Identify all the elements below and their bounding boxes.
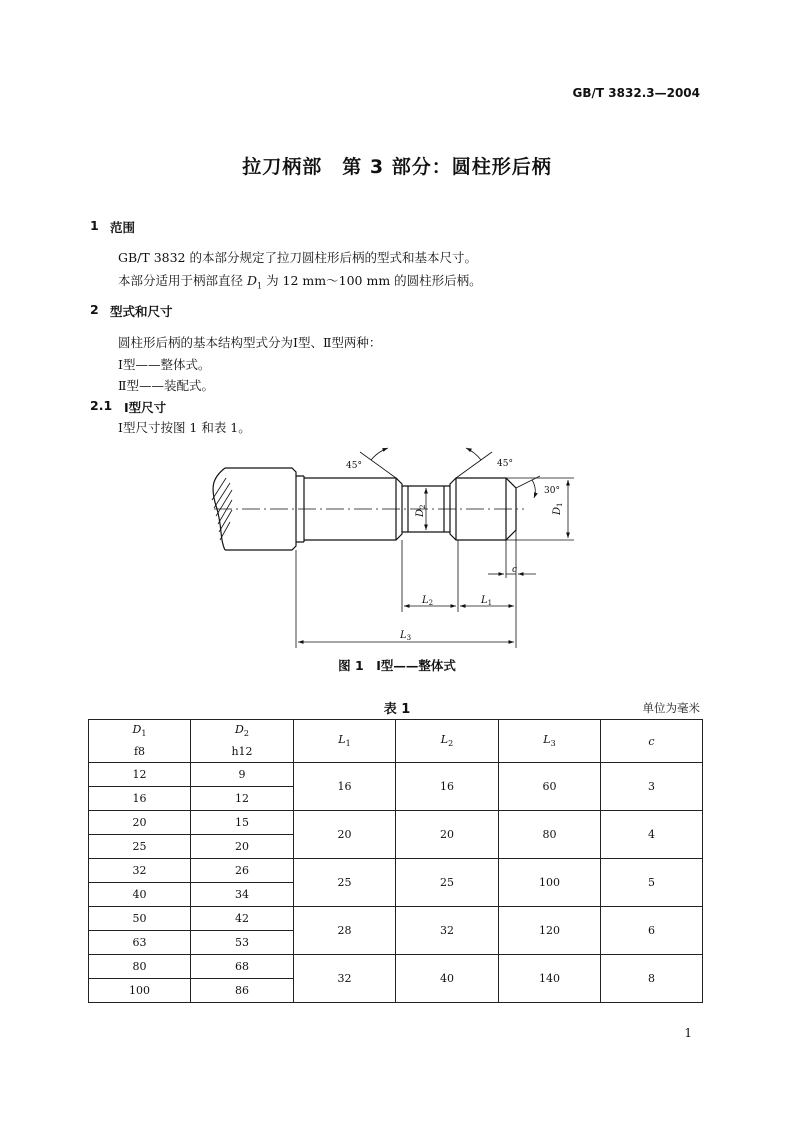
cell-l2: 20 [396,811,499,859]
cell-l2: 25 [396,859,499,907]
section-2-type-2: Ⅱ型——装配式。 [118,378,214,393]
table-1-caption: 表 1 [383,702,411,717]
cell-d2: 20 [191,835,294,859]
dim-label-l2: $L_2$ [422,595,434,607]
dim-label-d1: $D_1$ [552,502,564,515]
cell-d2: 68 [191,955,294,979]
table-row [89,859,703,883]
cell-d2: 34 [191,883,294,907]
cell-d1: 40 [89,883,191,907]
document-number: GB/T 3832.3—2004 [572,86,700,100]
section-1-heading: 范围 [110,220,136,235]
header-d2: $D_2$ h12 [191,720,294,763]
dim-label-d2: $D_2$ [415,504,427,517]
dim-label-c: c [512,565,518,575]
table-row [89,763,703,787]
cell-d2: 42 [191,907,294,931]
figure-1-drawing [0,440,794,652]
section-2-1-number: 2.1 [90,398,113,413]
section-1-number: 1 [90,218,99,233]
cell-l2: 40 [396,955,499,1003]
cell-d2: 15 [191,811,294,835]
header-l1: $L_1$ [294,720,396,763]
section-1-para-1: GB/T 3832 的本部分规定了拉刀圆柱形后柄的型式和基本尺寸。 [118,250,477,265]
cell-c: 5 [601,859,703,907]
cell-l1: 32 [294,955,396,1003]
table-header-row [89,720,703,763]
angle-label-chamfer: 30° [544,486,560,496]
cell-l2: 32 [396,907,499,955]
cell-d2: 9 [191,763,294,787]
cell-c: 8 [601,955,703,1003]
header-c: c [601,720,703,763]
section-2-1-para-1: Ⅰ型尺寸按图 1 和表 1。 [118,420,251,435]
cell-l1: 20 [294,811,396,859]
table-row [89,907,703,931]
cell-d1: 50 [89,907,191,931]
cell-l3: 60 [499,763,601,811]
cell-d1: 16 [89,787,191,811]
table-row [89,955,703,979]
cell-l3: 100 [499,859,601,907]
cell-d1: 20 [89,811,191,835]
cell-l3: 120 [499,907,601,955]
section-2-number: 2 [90,302,99,317]
table-1 [88,719,703,1003]
angle-label-right: 45° [497,459,513,469]
cell-d1: 12 [89,763,191,787]
cell-l1: 16 [294,763,396,811]
page-title: 拉刀柄部 第 3 部分：圆柱形后柄 [242,156,552,178]
header-l2: $L_2$ [396,720,499,763]
section-2-heading: 型式和尺寸 [110,304,173,319]
cell-l3: 140 [499,955,601,1003]
dim-label-l3: $L_3$ [400,630,412,642]
cell-d2: 26 [191,859,294,883]
cell-l1: 28 [294,907,396,955]
page-number: 1 [684,1026,692,1040]
section-2-type-1: Ⅰ型——整体式。 [118,357,211,372]
cell-l3: 80 [499,811,601,859]
cell-l2: 16 [396,763,499,811]
section-2-1-heading: Ⅰ型尺寸 [124,400,167,415]
angle-label-left: 45° [346,461,362,471]
table-1-unit: 单位为毫米 [642,701,700,715]
section-1-para-2: 本部分适用于柄部直径 $D_1$ 为 12 mm～100 mm 的圆柱形后柄。 [118,273,482,291]
cell-d1: 80 [89,955,191,979]
dim-label-l1: $L_1$ [481,595,493,607]
section-2-para-1: 圆柱形后柄的基本结构型式分为Ⅰ型、Ⅱ型两种： [118,335,382,350]
cell-d2: 53 [191,931,294,955]
cell-l1: 25 [294,859,396,907]
cell-c: 6 [601,907,703,955]
cell-c: 4 [601,811,703,859]
cell-d1: 63 [89,931,191,955]
cell-d1: 25 [89,835,191,859]
cell-c: 3 [601,763,703,811]
header-l3: $L_3$ [499,720,601,763]
header-d1: $D_1$ f8 [89,720,191,763]
cell-d2: 12 [191,787,294,811]
figure-1-caption: 图 1 Ⅰ型——整体式 [338,658,456,673]
cell-d1: 100 [89,979,191,1003]
table-row [89,811,703,835]
cell-d2: 86 [191,979,294,1003]
cell-d1: 32 [89,859,191,883]
